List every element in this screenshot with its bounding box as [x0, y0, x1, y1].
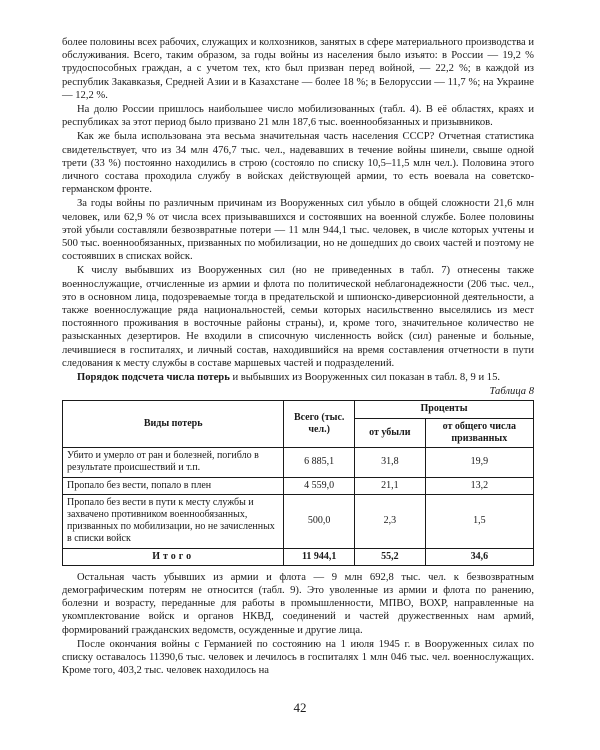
row-total: 500,0 [284, 494, 355, 548]
header-of-called: от общего числа призванных [425, 418, 533, 447]
row-name: Убито и умерло от ран и болезней, погибло в результате происшествий и т.п. [63, 448, 284, 477]
total-value: 11 944,1 [284, 548, 355, 565]
order-rest: и выбывших из Вооруженных сил показан в табл. 8, 9 и 15. [229, 372, 501, 384]
row-pct-called: 19,9 [425, 448, 533, 477]
row-pct-called: 13,2 [425, 477, 533, 494]
header-of-lost: от убыли [355, 418, 426, 447]
row-name: Пропало без вести, попало в плен [63, 477, 284, 494]
paragraph-3: Как же была использована эта весьма значительная часть населения СССР? Отчетная статистика свидетельствует, что из 34 млн 476,7 тыс. чел., надевавших в течение войны шинели, свыше одной трети (33 %) постоянно находились в строю (состояло по списку 10,5–11,5 млн чел.). Половина этого личного состава проходила службу в войсках действующей армии, то есть воевала на советско-германском фронте. [62, 131, 534, 196]
row-name: Пропало без вести в пути к месту службы и захвачено противником военнообязанных, призванных по мобилизации, но не зачисленных в списки войск [63, 494, 284, 548]
paragraph-after-1: Остальная часть убывших из армии и флота — 9 млн 692,8 тыс. чел. к безвозвратным демографическим потерям не относится (табл. 9). Это уволенные из армии и флота по ранению, болезни и возрасту, переданные для работы в промышленности, МПВО, ВОХР, направленные на укомплектование войск и органов НКВД, соединений и частей дружественных нам армий, формирований гражданских ведомств, осужденные и другие лица. [62, 571, 534, 636]
paragraph-4: За годы войны по различным причинам из Вооруженных сил убыло в общей сложности 21,6 млн человек, или 62,9 % от числа всех призывавшихся и состоявших на военной службе. Более половины этой убыли составляли безвозвратные потери — 11 млн 944,1 тыс. человек, в числе которых учтены и 500 тыс. военнообязанных, призванных по мобилизации, но не дошедших до своих частей и поэтому не состоявших в списках войск. [62, 198, 534, 263]
table-row [63, 448, 534, 477]
total-label: Итого [63, 548, 284, 565]
total-pct-lost: 55,2 [355, 548, 426, 565]
row-pct-called: 1,5 [425, 494, 533, 548]
paragraph-1: более половины всех рабочих, служащих и колхозников, занятых в сфере материального производства и обслуживания. Всего, таким образом, за годы войны из населения было изъято: в России — 19,2 % трудоспособных граждан, а с учетом тех, кто был призван перед войной, — 22,2 %; в каждой из республик Закавказья, Средней Азии и в Казахстане — более 18 %; в Белоруссии — 11,7 %; на Украине — 12,2 %. [62, 37, 534, 101]
page-body [62, 36, 534, 678]
total-row [63, 548, 534, 565]
table-caption: Таблица 8 [489, 386, 534, 398]
page-number: 42 [293, 700, 307, 715]
paragraph-2: На долю России пришлось наибольшее число мобилизованных (табл. 4). В её областях, краях и республиках за этот период было призвано 21 млн 187,6 тыс. военнообязанных и призывников. [62, 104, 534, 129]
losses-table [62, 400, 534, 565]
header-total: Всего (тыс. чел.) [284, 401, 355, 448]
row-pct-lost: 31,8 [355, 448, 426, 477]
total-pct-called: 34,6 [425, 548, 533, 565]
row-pct-lost: 21,1 [355, 477, 426, 494]
paragraph-5: К числу выбывших из Вооруженных сил (но не приведенных в табл. 7) отнесены также военнослужащие, отчисленные из армии и флота по политической неблагонадежности (206 тыс. чел., это в основном лица, подозреваемые тогда в предательской и шпионско-диверсионной деятельности, а также военнослужащие ряда национальностей, семьи которых насильственно выселялись из мест постоянного проживания в восточные районы страны), и, кроме того, значительное количество не разысканных дезертиров. Не входили в списочную численность войск (сил) раненые и больные, лечившиеся в госпиталях, и личный состав, находившийся на время составления отчетности в пути следования к месту службы в составе маршевых частей и подразделений. [62, 265, 534, 369]
table-row [63, 477, 534, 494]
paragraph-order [62, 371, 534, 384]
row-pct-lost: 2,3 [355, 494, 426, 548]
row-total: 6 885,1 [284, 448, 355, 477]
header-percent: Проценты [355, 401, 534, 418]
order-bold: Порядок подсчета числа потерь [77, 372, 230, 384]
table-row [63, 494, 534, 548]
paragraph-after-2: После окончания войны с Германией по состоянию на 1 июля 1945 г. в Вооруженных силах по списку оставалось 11390,6 тыс. человек и лечилось в госпиталях 1 млн 046 тыс. чел. военнослужащих. Кроме того, 403,2 тыс. человек находилось на [62, 638, 534, 677]
row-total: 4 559,0 [284, 477, 355, 494]
header-kind: Виды потерь [63, 401, 284, 448]
